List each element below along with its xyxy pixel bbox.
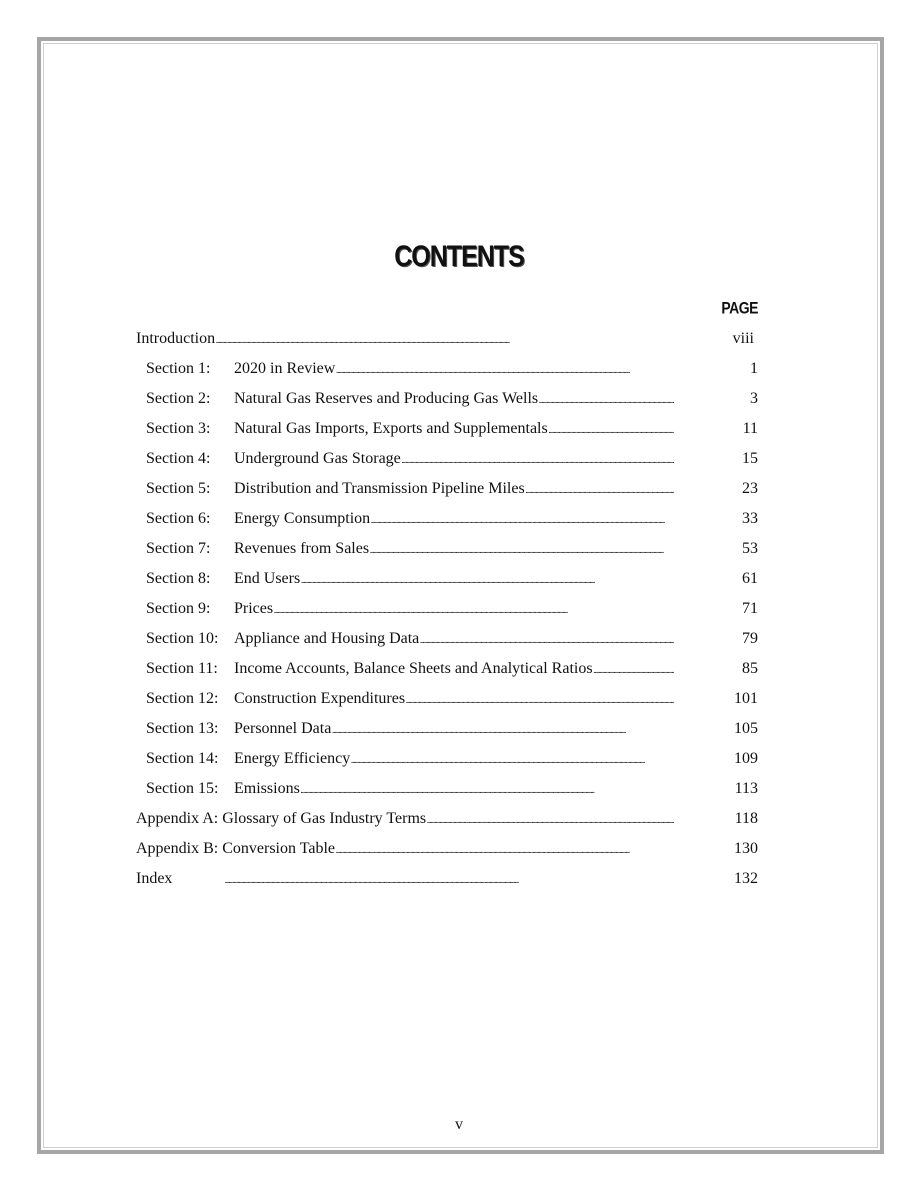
toc-entry-section-3[interactable]	[136, 416, 758, 446]
toc-entry-section-15[interactable]	[136, 776, 758, 806]
toc-entry-appendix-b[interactable]	[136, 836, 758, 866]
toc-section-title: Personnel Data	[234, 720, 332, 737]
toc-section-number: Section 7:	[146, 540, 211, 557]
toc-entry-section-2[interactable]	[136, 386, 758, 416]
toc-section-title: Revenues from Sales	[234, 540, 370, 557]
toc-entry-page: 85	[742, 660, 758, 677]
toc-section-title: Emissions	[234, 780, 300, 797]
toc-entry-section-8[interactable]	[136, 566, 758, 596]
toc-entry-section-14[interactable]	[136, 746, 758, 776]
toc-entry-page: 113	[734, 780, 758, 797]
toc-entry-page: 1	[750, 360, 758, 377]
toc-entry-section-9[interactable]	[136, 596, 758, 626]
toc-entry-section-13[interactable]	[136, 716, 758, 746]
contents-heading: CONTENTS	[394, 240, 524, 274]
toc-entry-page: 61	[742, 570, 758, 587]
toc-section-number: Section 15:	[146, 780, 219, 797]
toc-section-number: Section 2:	[146, 390, 211, 407]
toc-section-title: 2020 in Review	[234, 360, 336, 377]
toc-entry-label: Appendix A: Glossary of Gas Industry Terms	[136, 810, 427, 827]
toc-entry-section-11[interactable]	[136, 656, 758, 686]
toc-entry-page: 71	[742, 600, 758, 617]
toc-section-number: Section 13:	[146, 720, 219, 737]
toc-entry-index[interactable]	[136, 866, 758, 896]
table-of-contents	[136, 326, 758, 896]
toc-entry-page: 101	[734, 690, 758, 707]
toc-section-title: Natural Gas Reserves and Producing Gas Wells	[234, 390, 539, 407]
toc-section-title: Income Accounts, Balance Sheets and Analytical Ratios	[234, 660, 593, 677]
toc-entry-page: viii	[732, 330, 754, 347]
toc-entry-page: 109	[734, 750, 758, 767]
toc-section-title: Distribution and Transmission Pipeline Miles	[234, 480, 525, 497]
toc-entry-label: Index	[136, 870, 173, 887]
toc-entry-page: 79	[742, 630, 758, 647]
toc-section-title: Underground Gas Storage	[234, 450, 401, 467]
toc-entry-introduction[interactable]	[136, 326, 758, 356]
toc-section-number: Section 14:	[146, 750, 219, 767]
toc-entry-page: 132	[734, 870, 758, 887]
toc-entry-page: 3	[750, 390, 758, 407]
toc-section-title: Prices	[234, 600, 274, 617]
toc-entry-section-10[interactable]	[136, 626, 758, 656]
toc-section-number: Section 3:	[146, 420, 211, 437]
toc-section-title: Construction Expenditures	[234, 690, 406, 707]
toc-section-title: Energy Efficiency	[234, 750, 351, 767]
toc-entry-page: 105	[734, 720, 758, 737]
toc-section-number: Section 6:	[146, 510, 211, 527]
toc-section-title: Energy Consumption	[234, 510, 371, 527]
toc-entry-appendix-a[interactable]	[136, 806, 758, 836]
toc-section-number: Section 1:	[146, 360, 211, 377]
toc-entry-section-4[interactable]	[136, 446, 758, 476]
toc-entry-section-12[interactable]	[136, 686, 758, 716]
toc-entry-page: 130	[734, 840, 758, 857]
toc-entry-section-5[interactable]	[136, 476, 758, 506]
page-number: v	[455, 1116, 463, 1133]
toc-section-number: Section 5:	[146, 480, 211, 497]
toc-entry-label: Introduction	[136, 330, 216, 347]
toc-entry-section-7[interactable]	[136, 536, 758, 566]
toc-section-number: Section 9:	[146, 600, 211, 617]
toc-section-number: Section 12:	[146, 690, 219, 707]
toc-entry-label: Appendix B: Conversion Table	[136, 840, 336, 857]
toc-entry-page: 118	[734, 810, 758, 827]
toc-entry-page: 11	[742, 420, 758, 437]
toc-entry-section-6[interactable]	[136, 506, 758, 536]
toc-entry-page: 33	[742, 510, 758, 527]
toc-entry-page: 53	[742, 540, 758, 557]
toc-section-number: Section 10:	[146, 630, 219, 647]
toc-section-number: Section 4:	[146, 450, 211, 467]
toc-entry-page: 23	[742, 480, 758, 497]
toc-entry-section-1[interactable]	[136, 356, 758, 386]
page-column-label: PAGE	[721, 298, 758, 317]
toc-entry-page: 15	[742, 450, 758, 467]
toc-section-title: Appliance and Housing Data	[234, 630, 420, 647]
toc-section-number: Section 11:	[146, 660, 218, 677]
toc-section-title: Natural Gas Imports, Exports and Supplementals	[234, 420, 548, 437]
toc-section-title: End Users	[234, 570, 301, 587]
toc-section-number: Section 8:	[146, 570, 211, 587]
